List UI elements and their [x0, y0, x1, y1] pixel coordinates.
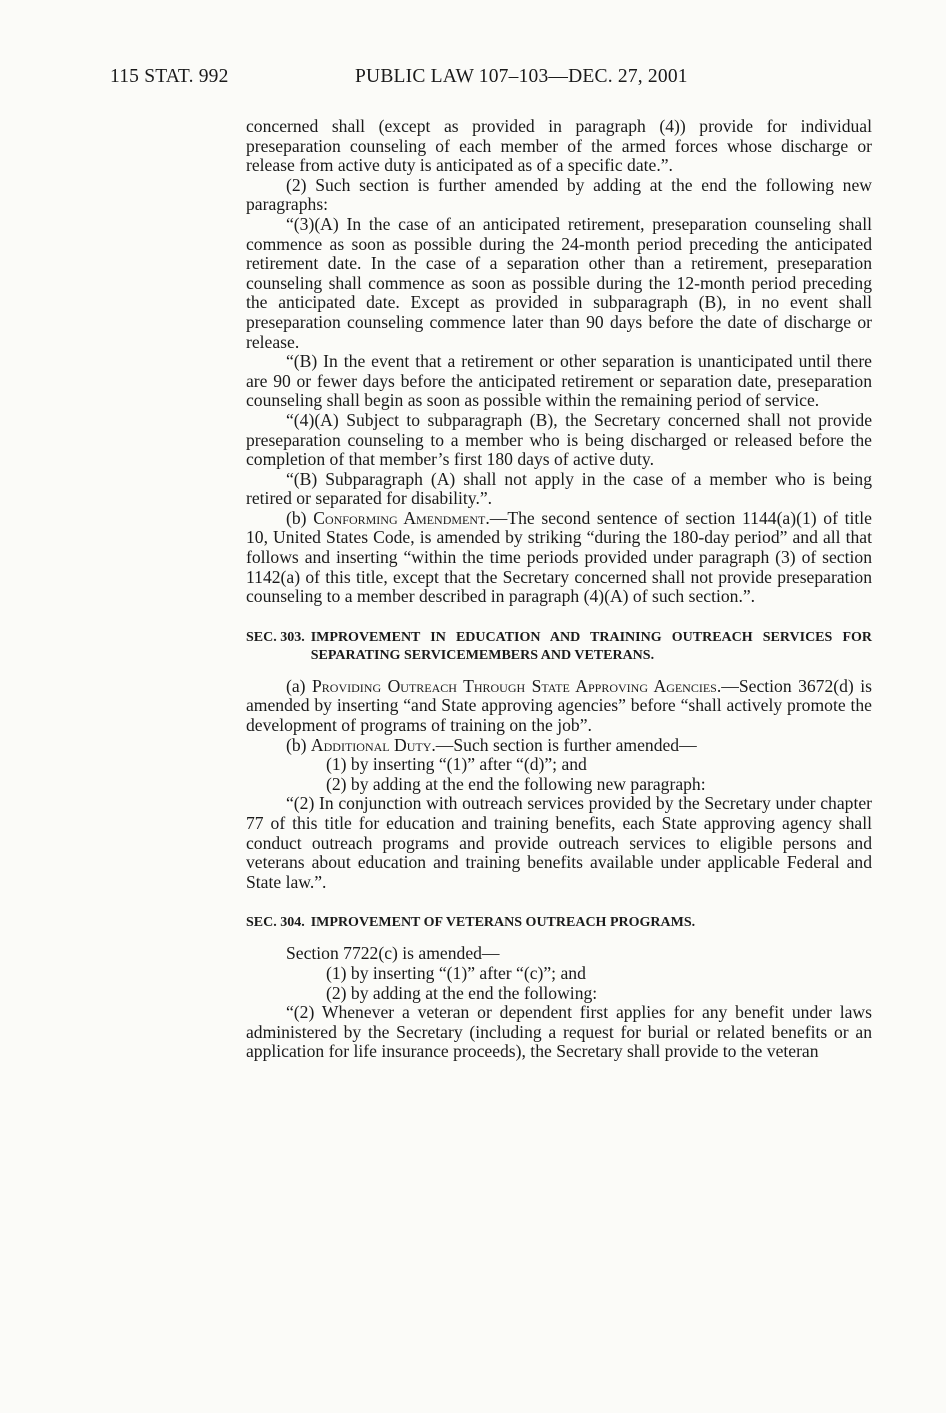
section-title: IMPROVEMENT IN EDUCATION AND TRAINING OUTREACH SERVICES FOR SEPARATING SERVICEMEMBERS AND VETERANS. [310, 629, 872, 663]
subsection-heading: Providing Outreach Through State Approving Agencies [312, 675, 717, 696]
paragraph [246, 509, 872, 607]
paragraph: Section 7722(c) is amended— [286, 943, 500, 964]
section-number: SEC. 304. [246, 915, 305, 931]
subsection-heading: Additional Duty [310, 734, 432, 755]
subsection-heading: Conforming Amendment [313, 507, 486, 528]
section-title: IMPROVEMENT OF VETERANS OUTREACH PROGRAMS. [310, 915, 696, 931]
paragraph-lead: (b) [286, 507, 314, 528]
paragraph: (2) by adding at the end the following: [326, 982, 598, 1003]
paragraph-lead: (b) [286, 734, 311, 755]
paragraph: “(3)(A) In the case of an anticipated retirement, preseparation counseling shall commence as soon as possible during the 24-month period preceding the anticipated retirement date. In the case of a separation other than a retirement, preseparation counseling shall commence as soon as possible during the 12-month period preceding the anticipated date. Except as provided in subparagraph (B), in no event shall preseparation counseling commence later than 90 days before the date of discharge or release. [246, 213, 872, 352]
document-body [246, 117, 872, 1062]
paragraph: (2) by adding at the end the following new paragraph: [326, 773, 706, 794]
paragraph: concerned shall (except as provided in paragraph (4)) provide for individual preseparation counseling of each member of the armed forces whose discharge or release from active duty is anticipated as of a specific date.”. [246, 116, 872, 176]
section-heading-304 [246, 914, 872, 932]
paragraph: “(B) In the event that a retirement or other separation is unanticipated until there are 90 or fewer days before the anticipated retirement or separation date, preseparation counseling shall begin as soon as possible within the remaining period of service. [246, 351, 872, 411]
paragraph-text: .—Such section is further amended— [431, 734, 697, 755]
paragraph: “(2) In conjunction with outreach services provided by the Secretary under chapter 77 of this title for education and training benefits, each State approving agency shall conduct outreach programs and provide outreach services to eligible persons and veterans about education and training benefits available under applicable Federal and State law.”. [246, 793, 872, 892]
paragraph [246, 677, 872, 736]
paragraph-text: .—The second sentence of section 1144(a)(1) of title 10, United States Code, is amended by striking “during the 180-day period” and all that follows and inserting “within the time periods provided under paragraph (3) of section 1142(a) of this title, except that the Secretary concerned shall not provide preseparation counseling to a member described in paragraph (4)(A) of such section.”. [246, 507, 872, 607]
section-number: SEC. 303. [246, 629, 305, 645]
paragraph: “(4)(A) Subject to subparagraph (B), the Secretary concerned shall not provide preseparation counseling to a member who is being discharged or released before the completion of that member’s first 180 days of active duty. [246, 409, 872, 470]
section-heading-303 [246, 629, 872, 665]
paragraph: “(2) Whenever a veteran or dependent first applies for any benefit under laws administered by the Secretary (including a request for burial or related benefits or an application for life insurance proceeds), the Secretary shall provide to the veteran [246, 1002, 872, 1062]
paragraph: (2) Such section is further amended by adding at the end the following new paragraphs: [246, 174, 872, 215]
paragraph: “(B) Subparagraph (A) shall not apply in the case of a member who is being retired or separated for disability.”. [246, 468, 872, 509]
running-head: PUBLIC LAW 107–103—DEC. 27, 2001 [355, 66, 688, 87]
paragraph: (1) by inserting “(1)” after “(d)”; and [326, 754, 587, 775]
paragraph [246, 736, 872, 756]
paragraph: (1) by inserting “(1)” after “(c)”; and [326, 962, 586, 983]
paragraph-lead: (a) [286, 675, 312, 696]
stat-page-number: 115 STAT. 992 [110, 66, 229, 87]
paragraph-text: .—Section 3672(d) is amended by inserting “and State approving agencies” before “shall actively promote the development of programs of training on the job”. [246, 675, 872, 736]
